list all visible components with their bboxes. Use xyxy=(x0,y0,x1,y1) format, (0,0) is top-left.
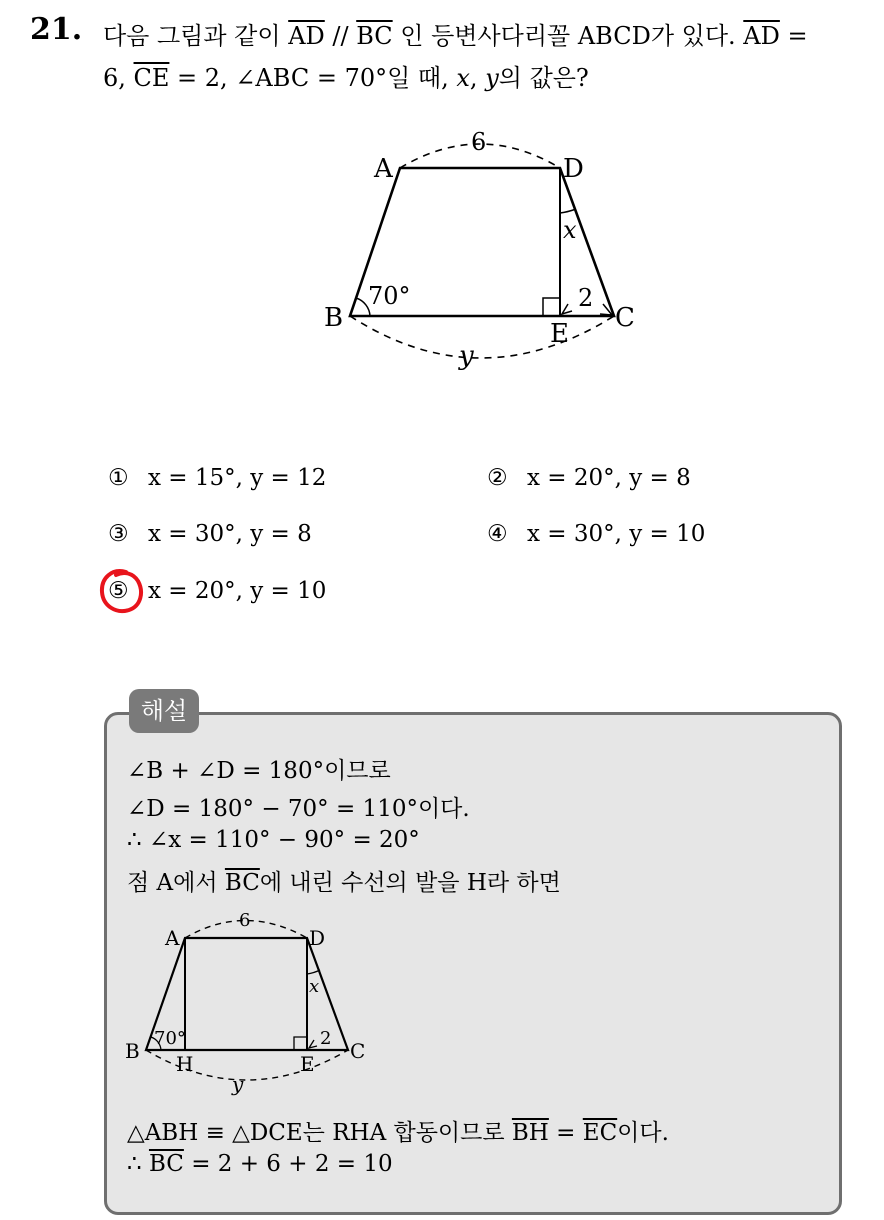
label-angle: 70° xyxy=(368,282,411,310)
sol-label-angle: 70° xyxy=(154,1028,186,1049)
solution-line-2: ∠D = 180° − 70° = 110°이다. xyxy=(127,796,470,822)
sol-label-E: E xyxy=(300,1052,315,1076)
trapezoid-figure xyxy=(300,120,660,380)
sol-label-ec: 2 xyxy=(320,1028,332,1049)
choice-1[interactable]: ① x = 15°, y = 12 xyxy=(108,465,327,491)
label-E: E xyxy=(550,319,569,349)
label-x: x xyxy=(563,216,577,244)
solution-line-1: ∠B + ∠D = 180°이므로 xyxy=(127,758,391,784)
label-C: C xyxy=(615,303,635,333)
question-number: 21. xyxy=(30,12,83,47)
solution-line-5: △ABH ≡ △DCE는 RHA 합동이므로 $\overline{BH} = \overline{EC}$이다. xyxy=(127,1120,669,1146)
solution-line-3: ∴ ∠x = 110° − 90° = 20° xyxy=(127,827,420,853)
sol-label-H: H xyxy=(176,1052,194,1076)
choice-5[interactable]: ⑤ x = 20°, y = 10 xyxy=(108,578,327,604)
label-y: y xyxy=(459,341,474,371)
solution-line-4: 점 A에서 $\overline{BC}$에 내린 수선의 발을 H라 하면 xyxy=(127,870,561,896)
label-D: D xyxy=(563,154,584,184)
question-line-2: 6, $\overline{CE} = 2$, ∠ABC = 70°일 때, x, y의 값은? xyxy=(103,64,589,92)
choice-3[interactable]: ③ x = 30°, y = 8 xyxy=(108,521,312,547)
solution-trapezoid-figure xyxy=(120,900,380,1100)
sol-label-x: x xyxy=(309,976,320,997)
choice-4[interactable]: ④ x = 30°, y = 10 xyxy=(487,521,706,547)
solution-line-6: ∴ $\overline{BC} = 2 + 6 + 2 = 10$ xyxy=(127,1151,393,1177)
sol-label-y: y xyxy=(232,1072,244,1096)
sol-label-D: D xyxy=(309,926,326,950)
sol-label-C: C xyxy=(350,1039,366,1063)
solution-tag: 해설 xyxy=(129,689,199,733)
selected-answer-circle xyxy=(96,566,152,618)
sol-label-A: A xyxy=(165,926,180,950)
label-top-length: 6 xyxy=(471,128,487,156)
label-ec: 2 xyxy=(578,284,594,312)
sol-label-top-length: 6 xyxy=(239,910,251,931)
label-A: A xyxy=(374,154,393,184)
sol-label-B: B xyxy=(125,1039,140,1063)
choice-2[interactable]: ② x = 20°, y = 8 xyxy=(487,465,691,491)
label-B: B xyxy=(324,303,344,333)
question-line-1: 다음 그림과 같이 $\overline{AD} // \overline{BC}$ 인 등변사다리꼴 ABCD가 있다. $\overline{AD}$ = xyxy=(103,22,808,50)
